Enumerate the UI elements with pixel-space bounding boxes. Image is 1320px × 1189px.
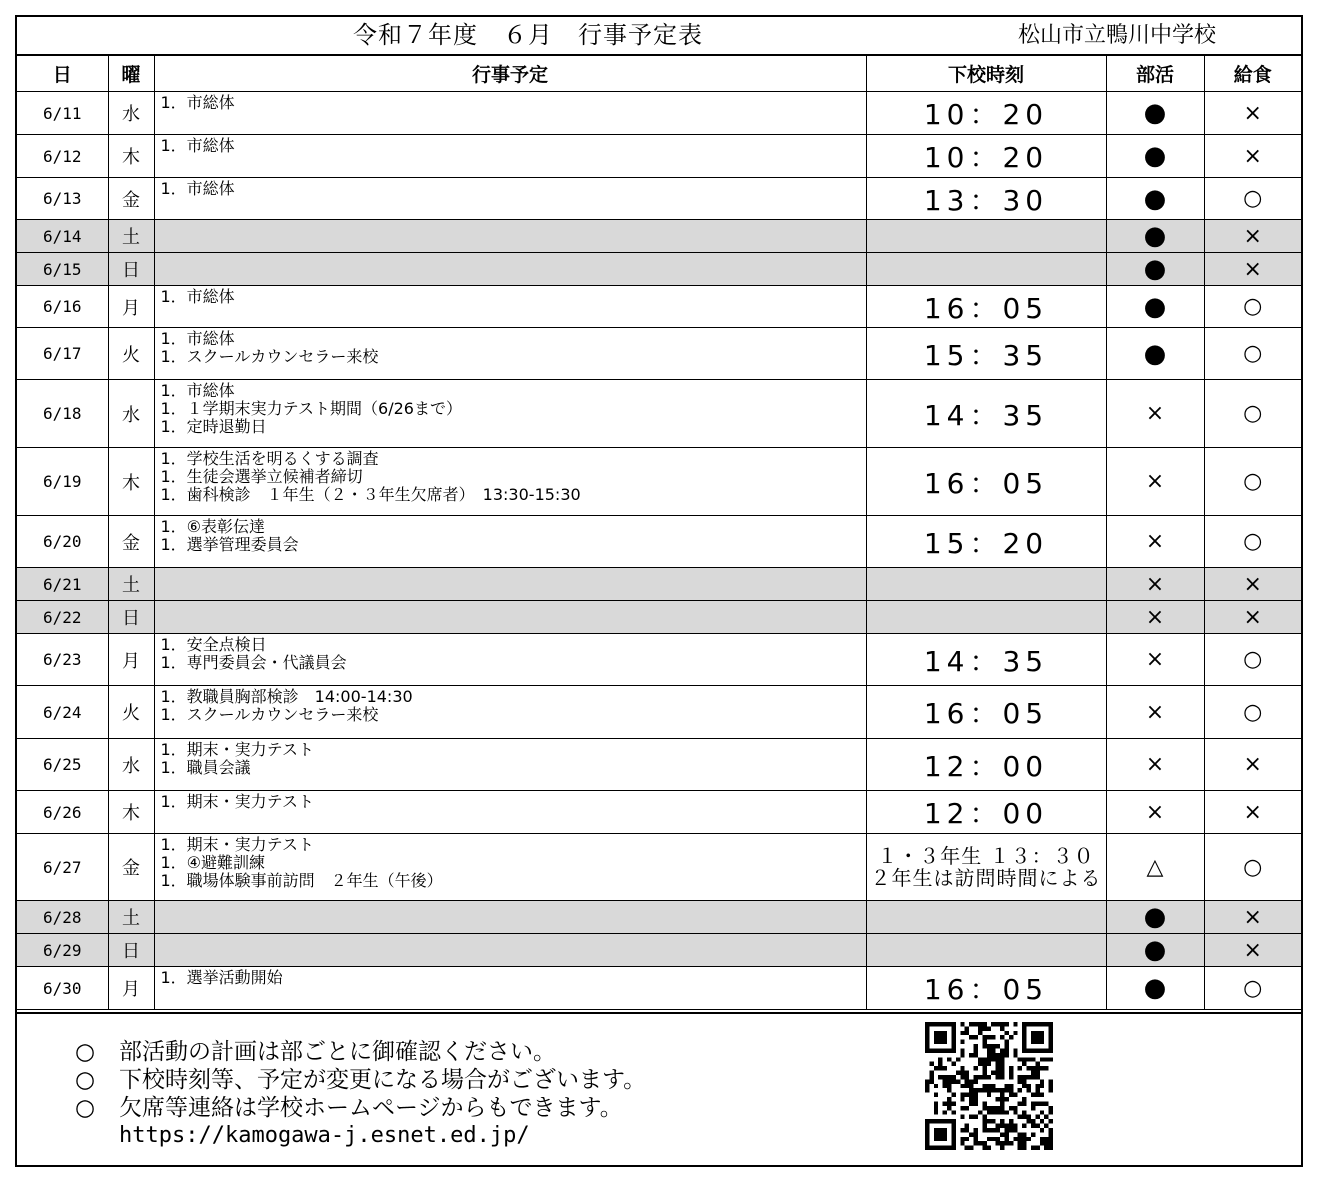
cell-club: ● bbox=[1106, 967, 1204, 1010]
cell-lunch: × bbox=[1204, 253, 1301, 286]
schedule-sheet bbox=[15, 15, 1303, 1167]
dismissal-line: ２年生は訪問時間による bbox=[870, 866, 1102, 890]
cell-dismissal-time: 13：30 bbox=[866, 178, 1106, 220]
cell-dismissal-time: 10：20 bbox=[866, 135, 1106, 178]
cell-club: ● bbox=[1106, 135, 1204, 178]
cell-date: 6/13 bbox=[17, 178, 108, 220]
cell-dismissal-time: 15：20 bbox=[866, 516, 1106, 568]
event-item: 1．職場体験事前訪問 ２年生（午後） bbox=[160, 871, 443, 890]
cell-club: ● bbox=[1106, 934, 1204, 967]
cell-date: 6/12 bbox=[17, 135, 108, 178]
note-item bbox=[75, 1038, 646, 1066]
cell-events bbox=[154, 834, 866, 901]
event-item: 1．学校生活を明るくする調査 bbox=[160, 449, 379, 468]
table-row bbox=[17, 92, 1301, 135]
header-club: 部活 bbox=[1106, 55, 1204, 92]
event-item: 1．期末・実力テスト bbox=[160, 835, 315, 854]
cell-club: ● bbox=[1106, 178, 1204, 220]
cell-dow: 日 bbox=[108, 601, 154, 634]
dismissal-line: １・３年生 １３：３０ bbox=[877, 844, 1095, 868]
cell-events bbox=[154, 967, 866, 1010]
cell-date: 6/26 bbox=[17, 791, 108, 834]
table-row bbox=[17, 328, 1301, 380]
cell-lunch: × bbox=[1204, 220, 1301, 253]
cell-dismissal-time bbox=[866, 220, 1106, 253]
title-row bbox=[17, 17, 1301, 56]
notes-list bbox=[75, 1038, 646, 1150]
cell-lunch: ○ bbox=[1204, 967, 1301, 1010]
event-item: 1．１学期末実力テスト期間（6/26まで） bbox=[160, 399, 462, 418]
table-row bbox=[17, 901, 1301, 934]
schedule-body bbox=[17, 92, 1301, 1010]
cell-lunch: × bbox=[1204, 901, 1301, 934]
table-row bbox=[17, 516, 1301, 568]
note-mark: ○ bbox=[75, 1067, 96, 1093]
cell-events bbox=[154, 178, 866, 220]
event-item: 1．歯科検診 １年生（２・３年生欠席者） 13:30-15:30 bbox=[160, 485, 581, 504]
cell-club: × bbox=[1106, 791, 1204, 834]
cell-dow: 月 bbox=[108, 286, 154, 328]
cell-dow: 日 bbox=[108, 253, 154, 286]
page-title: 令和７年度 ６月 行事予定表 bbox=[353, 21, 703, 49]
cell-dow: 火 bbox=[108, 686, 154, 739]
cell-events bbox=[154, 448, 866, 516]
header-lunch: 給食 bbox=[1204, 55, 1301, 92]
cell-dismissal-time: 15：35 bbox=[866, 328, 1106, 380]
note-mark: ○ bbox=[75, 1095, 96, 1121]
cell-club: × bbox=[1106, 601, 1204, 634]
cell-dow: 月 bbox=[108, 967, 154, 1010]
cell-dismissal-time: 16：05 bbox=[866, 286, 1106, 328]
cell-dismissal-time bbox=[866, 601, 1106, 634]
table-row bbox=[17, 253, 1301, 286]
event-item: 1．期末・実力テスト bbox=[160, 792, 315, 811]
header-events: 行事予定 bbox=[154, 55, 866, 92]
cell-lunch: ○ bbox=[1204, 178, 1301, 220]
event-item: 1．定時退勤日 bbox=[160, 417, 267, 436]
schedule-table bbox=[17, 54, 1301, 1010]
cell-events bbox=[154, 791, 866, 834]
cell-lunch: ○ bbox=[1204, 448, 1301, 516]
cell-dow: 水 bbox=[108, 92, 154, 135]
cell-lunch: ○ bbox=[1204, 634, 1301, 686]
cell-date: 6/25 bbox=[17, 739, 108, 791]
cell-club: ● bbox=[1106, 286, 1204, 328]
cell-club: × bbox=[1106, 686, 1204, 739]
cell-dow: 金 bbox=[108, 516, 154, 568]
cell-dow: 水 bbox=[108, 380, 154, 448]
table-row bbox=[17, 178, 1301, 220]
note-text: 部活動の計画は部ごとに御確認ください。 bbox=[119, 1039, 556, 1065]
cell-date: 6/23 bbox=[17, 634, 108, 686]
cell-date: 6/27 bbox=[17, 834, 108, 901]
table-row bbox=[17, 686, 1301, 739]
cell-club: ● bbox=[1106, 328, 1204, 380]
cell-club: × bbox=[1106, 448, 1204, 516]
cell-date: 6/21 bbox=[17, 568, 108, 601]
cell-dismissal-time: 16：05 bbox=[866, 448, 1106, 516]
cell-date: 6/15 bbox=[17, 253, 108, 286]
event-item: 1．④避難訓練 bbox=[160, 853, 266, 872]
cell-events bbox=[154, 328, 866, 380]
cell-dow: 土 bbox=[108, 568, 154, 601]
school-url[interactable]: https://kamogawa-j.esnet.ed.jp/ bbox=[119, 1123, 530, 1148]
event-item: 1．期末・実力テスト bbox=[160, 740, 315, 759]
cell-club: ● bbox=[1106, 253, 1204, 286]
cell-dismissal-time bbox=[866, 901, 1106, 934]
cell-date: 6/17 bbox=[17, 328, 108, 380]
school-name: 松山市立鴨川中学校 bbox=[1017, 23, 1216, 48]
note-item bbox=[75, 1066, 646, 1094]
cell-events bbox=[154, 634, 866, 686]
table-row bbox=[17, 380, 1301, 448]
cell-lunch: × bbox=[1204, 92, 1301, 135]
cell-dow: 金 bbox=[108, 834, 154, 901]
cell-lunch: ○ bbox=[1204, 686, 1301, 739]
cell-lunch: × bbox=[1204, 135, 1301, 178]
cell-dow: 水 bbox=[108, 739, 154, 791]
cell-date: 6/18 bbox=[17, 380, 108, 448]
cell-club: × bbox=[1106, 516, 1204, 568]
cell-events bbox=[154, 516, 866, 568]
cell-club: × bbox=[1106, 568, 1204, 601]
cell-lunch: × bbox=[1204, 791, 1301, 834]
cell-dismissal-time: 14：35 bbox=[866, 634, 1106, 686]
note-text: 欠席等連絡は学校ホームページからもできます。 bbox=[119, 1095, 623, 1121]
cell-events bbox=[154, 901, 866, 934]
event-item: 1．選挙活動開始 bbox=[160, 968, 283, 987]
cell-date: 6/16 bbox=[17, 286, 108, 328]
event-item: 1．市総体 bbox=[160, 136, 235, 155]
cell-club: △ bbox=[1106, 834, 1204, 901]
cell-dow: 日 bbox=[108, 934, 154, 967]
qr-code-icon[interactable] bbox=[925, 1022, 1053, 1150]
cell-lunch: ○ bbox=[1204, 328, 1301, 380]
cell-dismissal-time bbox=[866, 934, 1106, 967]
event-item: 1．市総体 bbox=[160, 287, 235, 306]
event-item: 1．生徒会選挙立候補者締切 bbox=[160, 467, 363, 486]
table-row bbox=[17, 634, 1301, 686]
note-mark: ○ bbox=[75, 1039, 96, 1065]
cell-lunch: × bbox=[1204, 934, 1301, 967]
cell-lunch: ○ bbox=[1204, 516, 1301, 568]
table-row bbox=[17, 568, 1301, 601]
cell-events bbox=[154, 739, 866, 791]
cell-date: 6/29 bbox=[17, 934, 108, 967]
footer-notes bbox=[17, 1012, 1301, 1165]
cell-dow: 土 bbox=[108, 901, 154, 934]
cell-date: 6/11 bbox=[17, 92, 108, 135]
cell-events bbox=[154, 220, 866, 253]
cell-events bbox=[154, 135, 866, 178]
table-row bbox=[17, 135, 1301, 178]
header-dow: 曜 bbox=[108, 55, 154, 92]
event-item: 1．職員会議 bbox=[160, 758, 251, 777]
event-item: 1．⑥表彰伝達 bbox=[160, 517, 266, 536]
table-row bbox=[17, 220, 1301, 253]
event-item: 1．専門委員会・代議員会 bbox=[160, 653, 347, 672]
cell-dow: 土 bbox=[108, 220, 154, 253]
table-header-row bbox=[17, 55, 1301, 92]
table-row bbox=[17, 934, 1301, 967]
note-text: 下校時刻等、予定が変更になる場合がございます。 bbox=[119, 1067, 647, 1093]
cell-events bbox=[154, 686, 866, 739]
cell-dismissal-time bbox=[866, 253, 1106, 286]
table-row bbox=[17, 286, 1301, 328]
cell-lunch: ○ bbox=[1204, 286, 1301, 328]
cell-dow: 火 bbox=[108, 328, 154, 380]
cell-dismissal-time: 10：20 bbox=[866, 92, 1106, 135]
table-row bbox=[17, 448, 1301, 516]
cell-events bbox=[154, 934, 866, 967]
table-row bbox=[17, 601, 1301, 634]
event-item: 1．教職員胸部検診 14:00-14:30 bbox=[160, 687, 413, 706]
cell-club: ● bbox=[1106, 92, 1204, 135]
cell-club: × bbox=[1106, 739, 1204, 791]
table-row bbox=[17, 791, 1301, 834]
cell-lunch: ○ bbox=[1204, 834, 1301, 901]
cell-date: 6/30 bbox=[17, 967, 108, 1010]
cell-date: 6/28 bbox=[17, 901, 108, 934]
cell-dismissal-time: 12：00 bbox=[866, 739, 1106, 791]
cell-club: ● bbox=[1106, 901, 1204, 934]
cell-date: 6/14 bbox=[17, 220, 108, 253]
cell-dismissal-time bbox=[866, 568, 1106, 601]
cell-dismissal-time bbox=[866, 834, 1106, 901]
event-item: 1．市総体 bbox=[160, 329, 235, 348]
header-dismissal: 下校時刻 bbox=[866, 55, 1106, 92]
cell-events bbox=[154, 601, 866, 634]
cell-dow: 金 bbox=[108, 178, 154, 220]
event-item: 1．スクールカウンセラー来校 bbox=[160, 705, 379, 724]
cell-events bbox=[154, 568, 866, 601]
cell-club: × bbox=[1106, 634, 1204, 686]
cell-events bbox=[154, 286, 866, 328]
cell-lunch: × bbox=[1204, 568, 1301, 601]
cell-events bbox=[154, 380, 866, 448]
note-item bbox=[75, 1094, 646, 1122]
table-row bbox=[17, 967, 1301, 1010]
cell-dismissal-time: 16：05 bbox=[866, 686, 1106, 739]
cell-dow: 月 bbox=[108, 634, 154, 686]
cell-date: 6/24 bbox=[17, 686, 108, 739]
cell-lunch: × bbox=[1204, 601, 1301, 634]
cell-dow: 木 bbox=[108, 135, 154, 178]
cell-lunch: × bbox=[1204, 739, 1301, 791]
cell-events bbox=[154, 253, 866, 286]
cell-dow: 木 bbox=[108, 448, 154, 516]
cell-dismissal-time: 16：05 bbox=[866, 967, 1106, 1010]
cell-club: ● bbox=[1106, 220, 1204, 253]
header-date: 日 bbox=[17, 55, 108, 92]
cell-dismissal-time: 14：35 bbox=[866, 380, 1106, 448]
event-item: 1．市総体 bbox=[160, 93, 235, 112]
cell-events bbox=[154, 92, 866, 135]
event-item: 1．市総体 bbox=[160, 179, 235, 198]
cell-date: 6/22 bbox=[17, 601, 108, 634]
event-item: 1．市総体 bbox=[160, 381, 235, 400]
event-item: 1．スクールカウンセラー来校 bbox=[160, 347, 379, 366]
cell-dow: 木 bbox=[108, 791, 154, 834]
table-row bbox=[17, 739, 1301, 791]
table-row bbox=[17, 834, 1301, 901]
cell-lunch: ○ bbox=[1204, 380, 1301, 448]
event-item: 1．安全点検日 bbox=[160, 635, 267, 654]
cell-date: 6/20 bbox=[17, 516, 108, 568]
cell-dismissal-time: 12：00 bbox=[866, 791, 1106, 834]
cell-club: × bbox=[1106, 380, 1204, 448]
cell-date: 6/19 bbox=[17, 448, 108, 516]
event-item: 1．選挙管理委員会 bbox=[160, 535, 299, 554]
